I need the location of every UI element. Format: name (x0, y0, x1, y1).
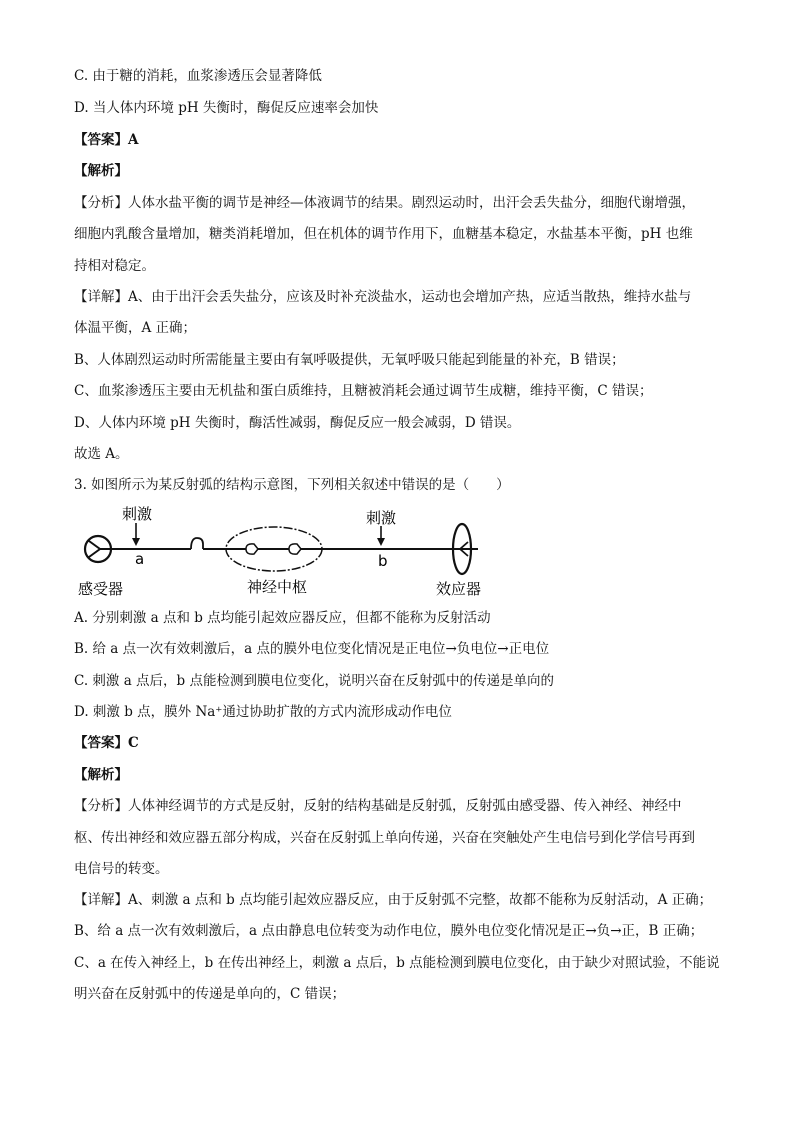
q2-detail-line: 【详解】A、由于出汗会丢失盐分，应该及时补充淡盐水，运动也会增加产热，应适当散热，维持水盐与 (74, 289, 692, 305)
q2-analysis-line: 【分析】人体水盐平衡的调节是神经—体液调节的结果。剧烈运动时，出汗会丢失盐分，细胞代谢增强， (74, 195, 695, 211)
q2-answer: 【答案】A (74, 132, 139, 148)
q2-analysis-line: 持相对稳定。 (74, 258, 155, 274)
q3-detail-line: 【详解】A、刺激 a 点和 b 点均能引起效应器反应，由于反射弧不完整，故都不能称为反射活动，A 正确； (74, 892, 713, 908)
q2-detail-line: 体温平衡，A 正确； (74, 320, 197, 336)
q3-analysis-line: 电信号的转变。 (74, 861, 169, 877)
q3-answer: 【答案】C (74, 735, 139, 751)
q2-detail-line: B、人体剧烈运动时所需能量主要由有氧呼吸提供，无氧呼吸只能起到能量的补充，B 错误； (74, 352, 625, 368)
q2-detail-line: 故选 A。 (74, 446, 129, 462)
arrow-head-icon (377, 538, 385, 546)
synapse-1 (246, 544, 258, 554)
q3-detail-line: C、a 在传入神经上，b 在传出神经上，刺激 a 点后，b 点能检测到膜电位变化，由于缺少对照试验，不能说 (74, 955, 720, 971)
q3-option-d: D. 刺激 b 点，膜外 Na⁺通过协助扩散的方式内流形成动作电位 (74, 704, 452, 720)
q2-analysis-line: 细胞内乳酸含量增加，糖类消耗增加，但在机体的调节作用下，血糖基本稳定，水盐基本平衡，pH 也维 (74, 226, 693, 242)
q3-stem: 3. 如图所示为某反射弧的结构示意图，下列相关叙述中错误的是（ ） (74, 477, 510, 493)
ganglion-loop (191, 538, 203, 549)
q2-detail-line: D、人体内环境 pH 失衡时，酶活性减弱，酶促反应一般会减弱，D 错误。 (74, 415, 521, 431)
q2-analysis-label: 【解析】 (74, 163, 128, 179)
receptor-label: 感受器 (78, 580, 124, 598)
q3-option-c: C. 刺激 a 点后，b 点能检测到膜电位变化，说明兴奋在反射弧中的传递是单向的 (74, 673, 554, 689)
point-b-label: b (378, 552, 388, 570)
q3-analysis-label: 【解析】 (74, 767, 128, 783)
q3-option-b: B. 给 a 点一次有效刺激后，a 点的膜外电位变化情况是正电位→负电位→正电位 (74, 641, 550, 657)
stimulus-label-right: 刺激 (366, 509, 397, 527)
point-a-label: a (135, 550, 145, 568)
q2-detail-line: C、血浆渗透压主要由无机盐和蛋白质维持，且糖被消耗会通过调节生成糖，维持平衡，C 错误； (74, 383, 653, 399)
effector-label: 效应器 (436, 580, 482, 598)
stimulus-label-left: 刺激 (122, 505, 153, 523)
q3-analysis-line: 枢、传出神经和效应器五部分构成，兴奋在反射弧上单向传递，兴奋在突触处产生电信号到化学信号再到 (74, 830, 695, 846)
nerve-center-label: 神经中枢 (247, 578, 308, 596)
q3-analysis-line: 【分析】人体神经调节的方式是反射，反射的结构基础是反射弧，反射弧由感受器、传入神经、神经中 (74, 798, 682, 814)
synapse-2 (289, 544, 301, 554)
q2-option-c: C. 由于糖的消耗，血浆渗透压会显著降低 (74, 68, 322, 84)
arrow-head-icon (132, 538, 140, 546)
q2-option-d: D. 当人体内环境 pH 失衡时，酶促反应速率会加快 (74, 100, 379, 116)
receptor-ending (89, 541, 111, 557)
q3-detail-line: 明兴奋在反射弧中的传递是单向的，C 错误； (74, 986, 346, 1002)
q3-detail-line: B、给 a 点一次有效刺激后，a 点由静息电位转变为动作电位，膜外电位变化情况是正→负→正，B 正确； (74, 923, 704, 939)
reflex-arc-diagram (60, 498, 500, 602)
q3-option-a: A. 分别刺激 a 点和 b 点均能引起效应器反应，但都不能称为反射活动 (74, 610, 491, 626)
